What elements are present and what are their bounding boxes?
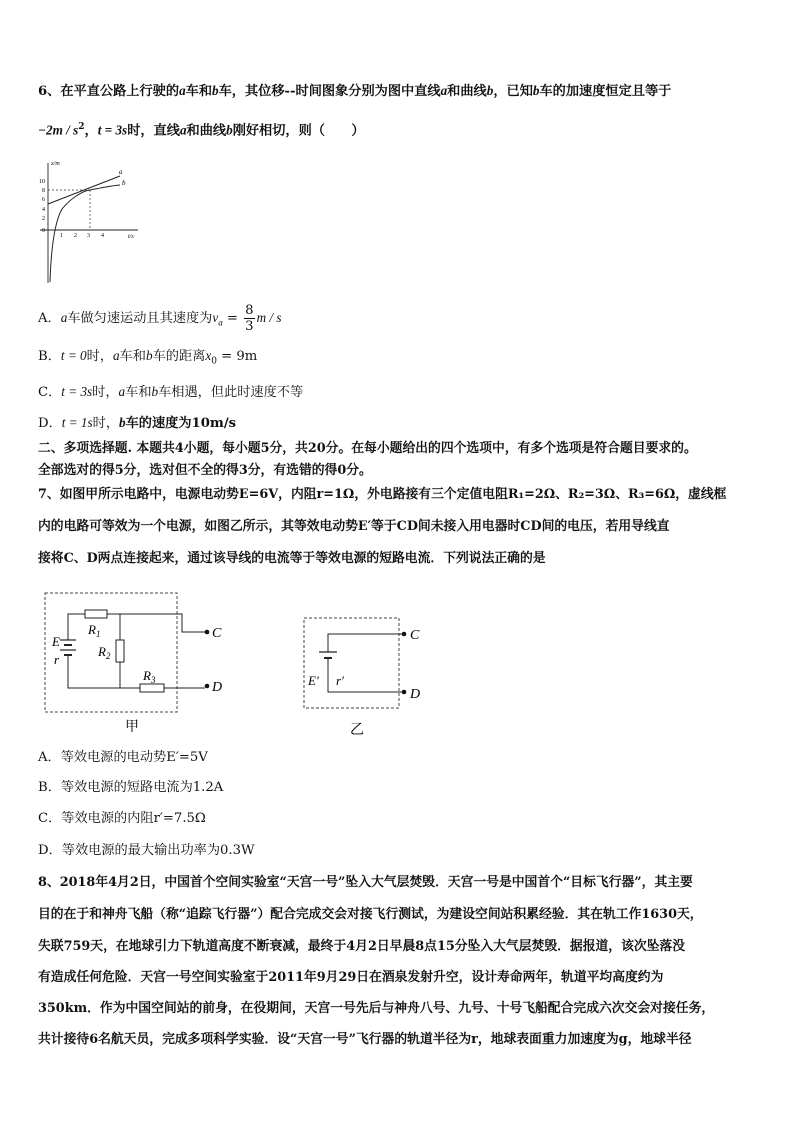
resistor-r3: [140, 684, 164, 692]
q8-stem-line4: 有造成任何危险．天宫一号空间实验室于2011年9月29日在酒泉发射升空，设计寿命两年，轨道平均高度约为: [38, 970, 664, 985]
q8-stem-line5: 350km．作为中国空间站的前身，在役期间，天宫一号先后与神舟八号、九号、十号飞船配合完成六次交会对接任务，: [38, 1001, 715, 1016]
wire-to-c: [120, 614, 205, 632]
q7-circuit-yi: [298, 612, 448, 742]
q7-option-b: B．等效电源的短路电流为1.2A: [38, 780, 224, 795]
q7-option-a: A．等效电源的电动势E′=5V: [38, 750, 208, 765]
caption-jia: 甲: [125, 720, 139, 735]
q6-xt-graph: [30, 155, 145, 285]
wire-top: [68, 614, 85, 616]
curve-b-label: b: [122, 179, 126, 187]
section2-instruction-line2: 全部选对的得5分，选对但不全的得3分，有选错的得0分。: [38, 463, 372, 478]
dashed-box-yi: [304, 618, 399, 708]
q7-stem-line2: 内的电路可等效为一个电源，如图乙所示，其等效电动势E′等于CD间未接入用电器时CD间的电压，若用导线直: [38, 519, 670, 534]
q8-stem-line3: 失联759天，在地球引力下轨道高度不断衰减，最终于4月2日早晨8点15分坠入大气层焚毁．据报道，该次坠落没: [38, 939, 686, 954]
caption-yi: 乙: [350, 723, 364, 738]
x-tick-4: 4: [101, 233, 104, 239]
line-a: [48, 176, 120, 204]
origin-label: 0: [42, 228, 45, 234]
q7-stem-line3: 接将C、D两点连接起来，通过该导线的电流等于等效电源的短路电流．下列说法正确的是: [38, 551, 546, 566]
fraction-8-3: $\frac{8}{3}$: [245, 303, 254, 334]
label-r-prime: r′: [336, 673, 344, 688]
y-axis-label: x/m: [51, 161, 60, 167]
label-e-prime: E′: [308, 673, 319, 688]
q7-option-c: C．等效电源的内阻r′=7.5Ω: [38, 811, 206, 826]
q6-stem-line1: 6、在平直公路上行驶的a车和b车，其位移--时间图象分别为图中直线a和曲线b，已知b车的加速度恒定且等于: [38, 83, 672, 99]
label-r3: $R_3$: [143, 668, 156, 685]
q6-stem-line2: $-2m / s^2$，t = 3s时，直线a和曲线b刚好相切，则（ ）: [38, 122, 365, 139]
wire-top: [328, 634, 402, 652]
resistor-r1: [85, 610, 107, 618]
label-r1: $R_1$: [88, 622, 101, 639]
label-d: D: [410, 687, 421, 702]
q7-circuit-jia: [40, 588, 230, 738]
y-tick-10: 10: [39, 179, 45, 185]
terminal-c: [205, 630, 210, 635]
dashed-box-jia: [45, 593, 177, 712]
x-tick-1: 1: [60, 233, 63, 239]
terminal-d: [205, 684, 210, 689]
section2-instruction-line1: 二、多项选择题. 本题共4小题，每小题5分，共20分。在每小题给出的四个选项中，有多个选项是符合题目要求的。: [38, 441, 697, 456]
x-tick-3: 3: [87, 233, 90, 239]
label-c: C: [410, 628, 420, 643]
label-c: C: [212, 626, 222, 641]
q7-option-d: D．等效电源的最大输出功率为0.3W: [38, 843, 255, 858]
q6-option-c: C．t = 3s时，a车和b车相遇，但此时速度不等: [38, 384, 304, 400]
label-e: E: [52, 634, 60, 649]
y-tick-6: 6: [42, 197, 45, 203]
y-tick-2: 2: [42, 216, 45, 222]
q6-option-a: A．a车做匀速运动且其速度为$v_a$ = $\frac{8}{3}$ m / s: [38, 303, 282, 334]
q6-option-b: B．t = 0时，a车和b车的距离$x_0 = 9m$: [38, 348, 258, 367]
y-tick-8: 8: [42, 188, 45, 194]
x-axis-label: t/s: [128, 234, 134, 240]
resistor-r2: [116, 640, 124, 662]
terminal-d: [402, 690, 407, 695]
label-r: r: [54, 652, 60, 667]
q6-option-d: D．t = 1s时，b车的速度为10m/s: [38, 415, 237, 431]
label-d: D: [212, 680, 223, 695]
y-tick-4: 4: [42, 207, 45, 213]
q8-stem-line2: 目的在于和神舟飞船（称“追踪飞行器”）配合完成交会对接飞行测试，为建设空间站积累经验．其在轨工作1630天，: [38, 907, 703, 922]
q7-stem-line1: 7、如图甲所示电路中，电源电动势E=6V，内阻r=1Ω，外电路接有三个定值电阻R₁=2Ω、R₂=3Ω、R₃=6Ω，虚线框: [38, 487, 727, 502]
q8-stem-line1: 8、2018年4月2日，中国首个空间实验室“天宫一号”坠入大气层焚毁．天宫一号是中国首个“目标飞行器”，其主要: [38, 875, 693, 890]
x-tick-2: 2: [74, 233, 77, 239]
label-r2: $R_2$: [98, 644, 111, 661]
q8-stem-line6: 共计接待6名航天员，完成多项科学实验．设“天宫一号”飞行器的轨道半径为r，地球表面重力加速度为g，地球半径: [38, 1032, 692, 1047]
terminal-c: [402, 632, 407, 637]
line-a-label: a: [119, 168, 123, 176]
